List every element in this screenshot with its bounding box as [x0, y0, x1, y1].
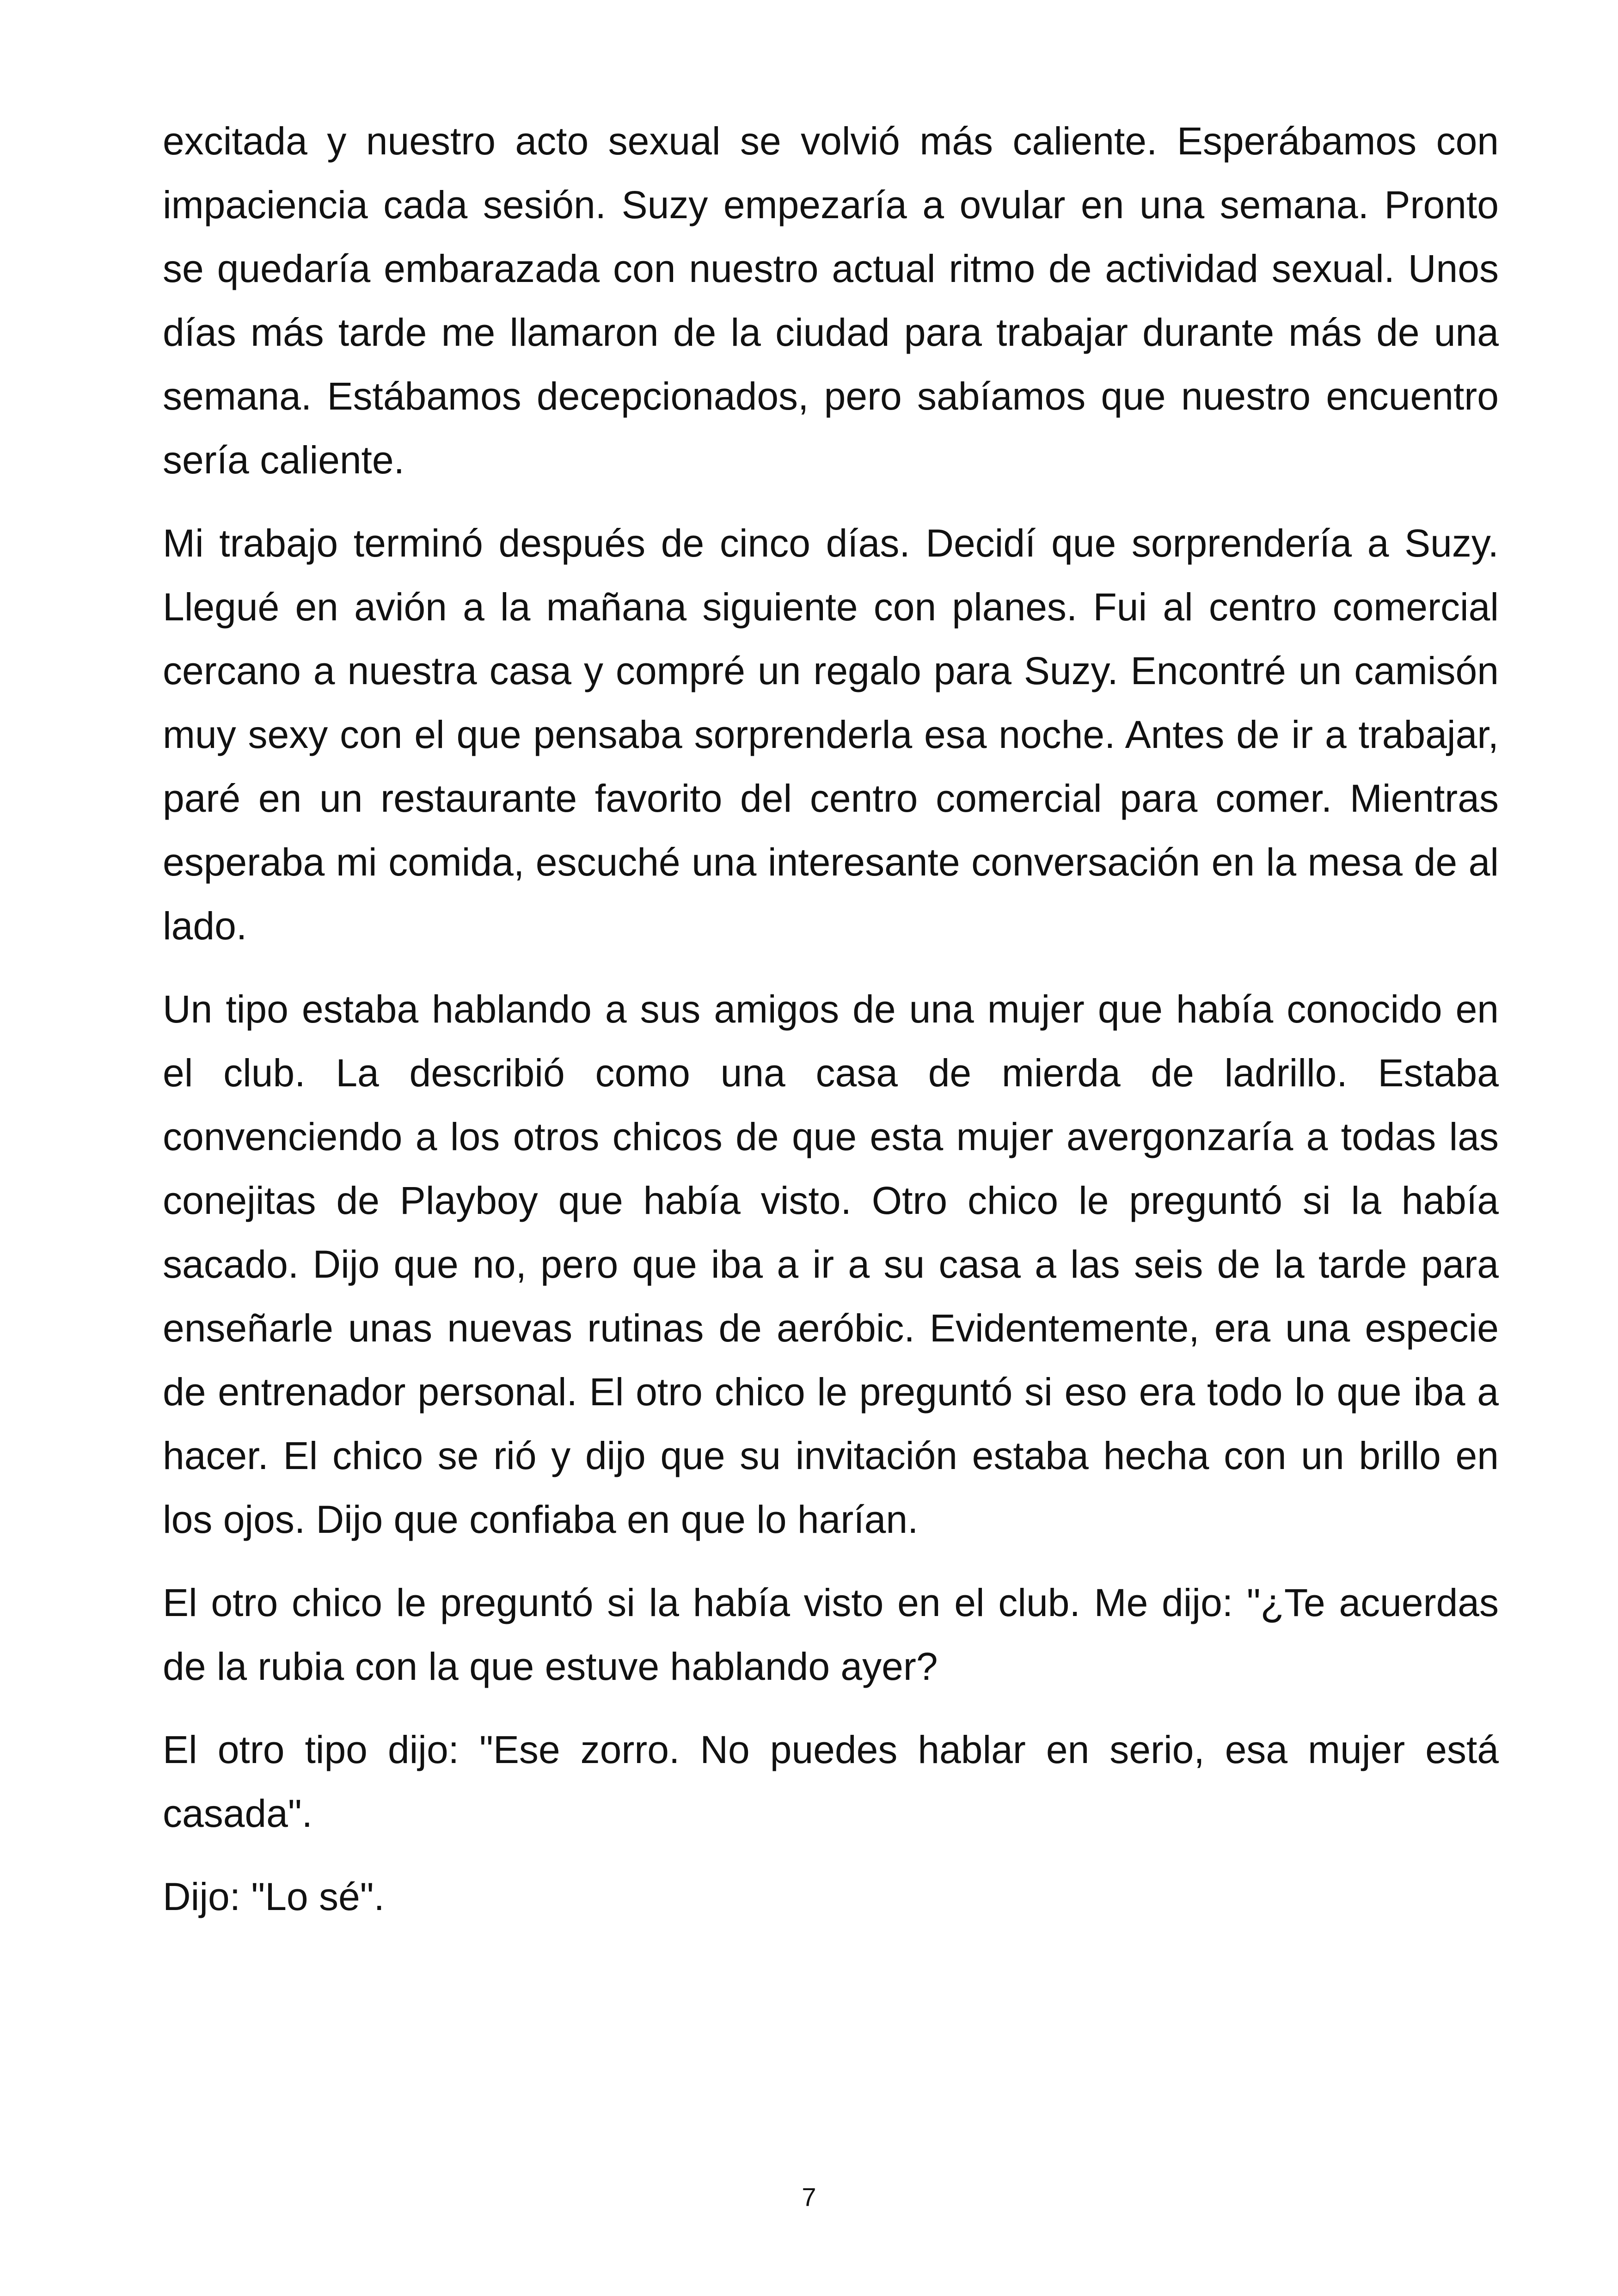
- paragraph-4: El otro chico le preguntó si la había visto en el club. Me dijo: "¿Te acuerdas de la rubia con la que estuve hablando ayer?: [163, 1581, 1499, 1688]
- paragraph-5: El otro tipo dijo: "Ese zorro. No puedes hablar en serio, esa mujer está casada".: [163, 1728, 1499, 1835]
- paragraph-1: excitada y nuestro acto sexual se volvió más caliente. Esperábamos con impaciencia cada sesión. Suzy empezaría a ovular en una semana. Pronto se quedaría embarazada con nuestro actual ritmo de actividad sexual. Unos días más tarde me llamaron de la ciudad para trabajar durante más de una semana. Estábamos decepcionados, pero sabíamos que nuestro encuentro sería caliente.: [163, 119, 1499, 482]
- paragraph-2: Mi trabajo terminó después de cinco días. Decidí que sorprendería a Suzy. Llegué en avión a la mañana siguiente con planes. Fui al centro comercial cercano a nuestra casa y compré un regalo para Suzy. Encontré un camisón muy sexy con el que pensaba sorprenderla esa noche. Antes de ir a trabajar, paré en un restaurante favorito del centro comercial para comer. Mientras esperaba mi comida, escuché una interesante conversación en la mesa de al lado.: [163, 521, 1499, 948]
- body-text: [163, 109, 1499, 1948]
- page-number: 7: [802, 2182, 816, 2211]
- paragraph-3: Un tipo estaba hablando a sus amigos de una mujer que había conocido en el club. La describió como una casa de mierda de ladrillo. Estaba convenciendo a los otros chicos de que esta mujer avergonzaría a todas las conejitas de Playboy que había visto. Otro chico le preguntó si la había sacado. Dijo que no, pero que iba a ir a su casa a las seis de la tarde para enseñarle unas nuevas rutinas de aeróbic. Evidentemente, era una especie de entrenador personal. El otro chico le preguntó si eso era todo lo que iba a hacer. El chico se rió y dijo que su invitación estaba hecha con un brillo en los ojos. Dijo que confiaba en que lo harían.: [163, 987, 1499, 1541]
- paragraph-6: Dijo: "Lo sé".: [163, 1875, 385, 1918]
